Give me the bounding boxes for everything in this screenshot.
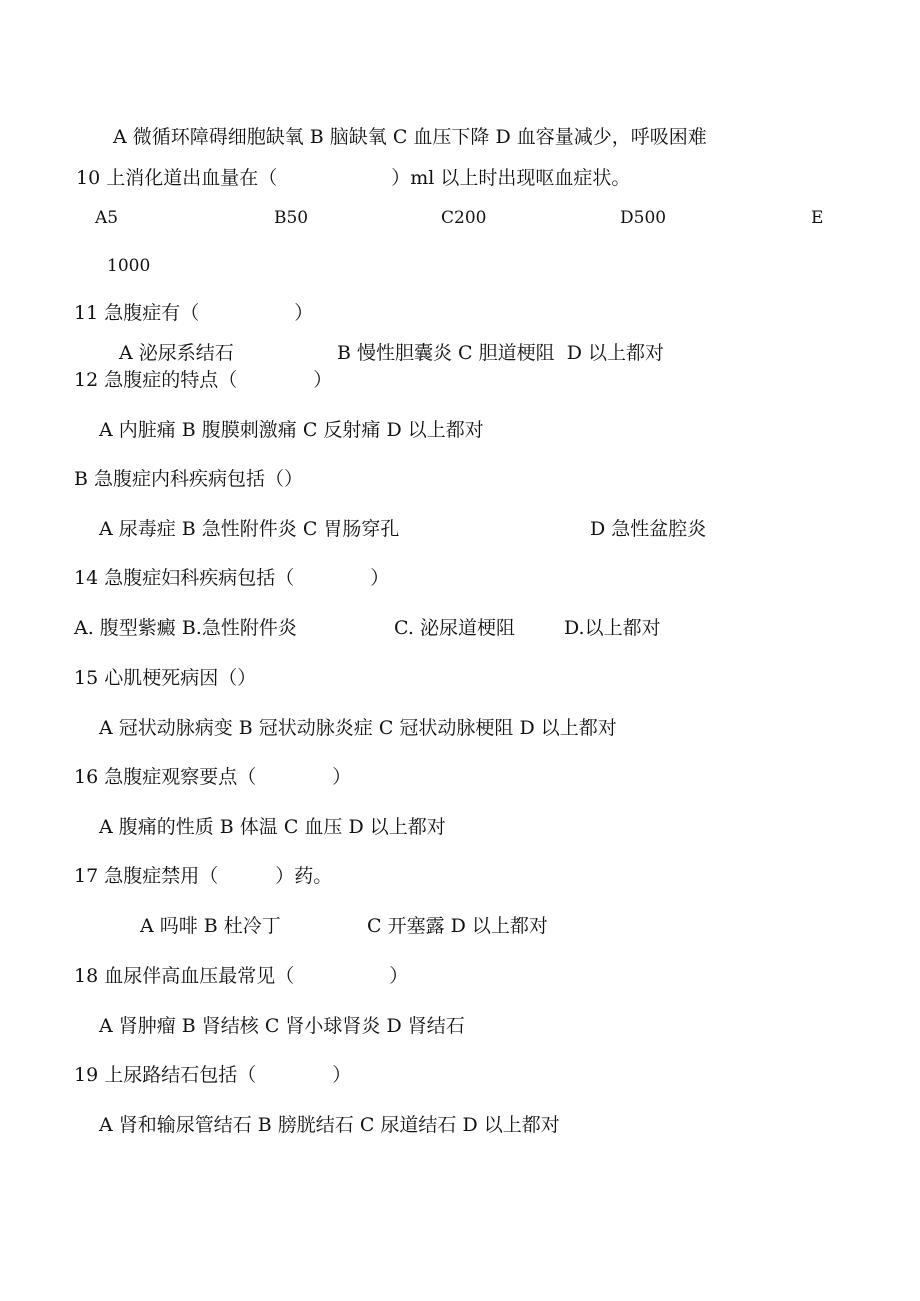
q10-option-d: D500 bbox=[620, 208, 667, 228]
question-11: 11 急腹症有（ ） bbox=[74, 302, 314, 324]
q13-option-d: D 急性盆腔炎 bbox=[590, 518, 707, 540]
question-17: 17 急腹症禁用（ ）药。 bbox=[74, 865, 333, 887]
q13-options: A 尿毒症 B 急性附件炎 C 胃肠穿孔 bbox=[99, 518, 400, 540]
q10-option-e-value: 1000 bbox=[107, 256, 151, 276]
q10-option-e: E bbox=[811, 208, 824, 228]
question-16: 16 急腹症观察要点（ ） bbox=[74, 766, 352, 788]
q10-option-a: A5 bbox=[95, 208, 119, 228]
q14-options: A. 腹型紫癜 B.急性附件炎 bbox=[74, 617, 297, 639]
q16-options: A 腹痛的性质 B 体温 C 血压 D 以上都对 bbox=[99, 816, 446, 838]
q19-options: A 肾和输尿管结石 B 膀胱结石 C 尿道结石 D 以上都对 bbox=[99, 1114, 560, 1136]
q10-option-c: C200 bbox=[441, 208, 487, 228]
q17-options-cd: C 开塞露 D 以上都对 bbox=[367, 915, 548, 937]
q14-option-d: D.以上都对 bbox=[564, 617, 661, 639]
q11-option-a: A 泌尿系结石 bbox=[119, 342, 234, 364]
q9-options: A 微循环障碍细胞缺氧 B 脑缺氧 C 血压下降 D 血容量减少，呼吸困难 bbox=[113, 126, 707, 148]
q15-options: A 冠状动脉病变 B 冠状动脉炎症 C 冠状动脉梗阻 D 以上都对 bbox=[99, 717, 617, 739]
question-19: 19 上尿路结石包括（ ） bbox=[74, 1064, 352, 1086]
question-14: 14 急腹症妇科疾病包括（ ） bbox=[74, 567, 390, 589]
question-13: B 急腹症内科疾病包括（） bbox=[74, 468, 304, 490]
q12-options: A 内脏痛 B 腹膜刺激痛 C 反射痛 D 以上都对 bbox=[99, 419, 484, 441]
q17-options: A 吗啡 B 杜冷丁 bbox=[140, 915, 281, 937]
question-18: 18 血尿伴高血压最常见（ ） bbox=[74, 965, 409, 987]
question-12: 12 急腹症的特点（ ） bbox=[74, 369, 333, 391]
q11-options: B 慢性胆囊炎 C 胆道梗阻 D 以上都对 bbox=[337, 342, 664, 364]
q10-option-b: B50 bbox=[274, 208, 309, 228]
question-10: 10 上消化道出血量在（ ）ml 以上时出现呕血症状。 bbox=[76, 167, 631, 189]
q14-option-c: C. 泌尿道梗阻 bbox=[394, 617, 515, 639]
question-15: 15 心肌梗死病因（） bbox=[74, 667, 257, 689]
q18-options: A 肾肿瘤 B 肾结核 C 肾小球肾炎 D 肾结石 bbox=[99, 1015, 465, 1037]
